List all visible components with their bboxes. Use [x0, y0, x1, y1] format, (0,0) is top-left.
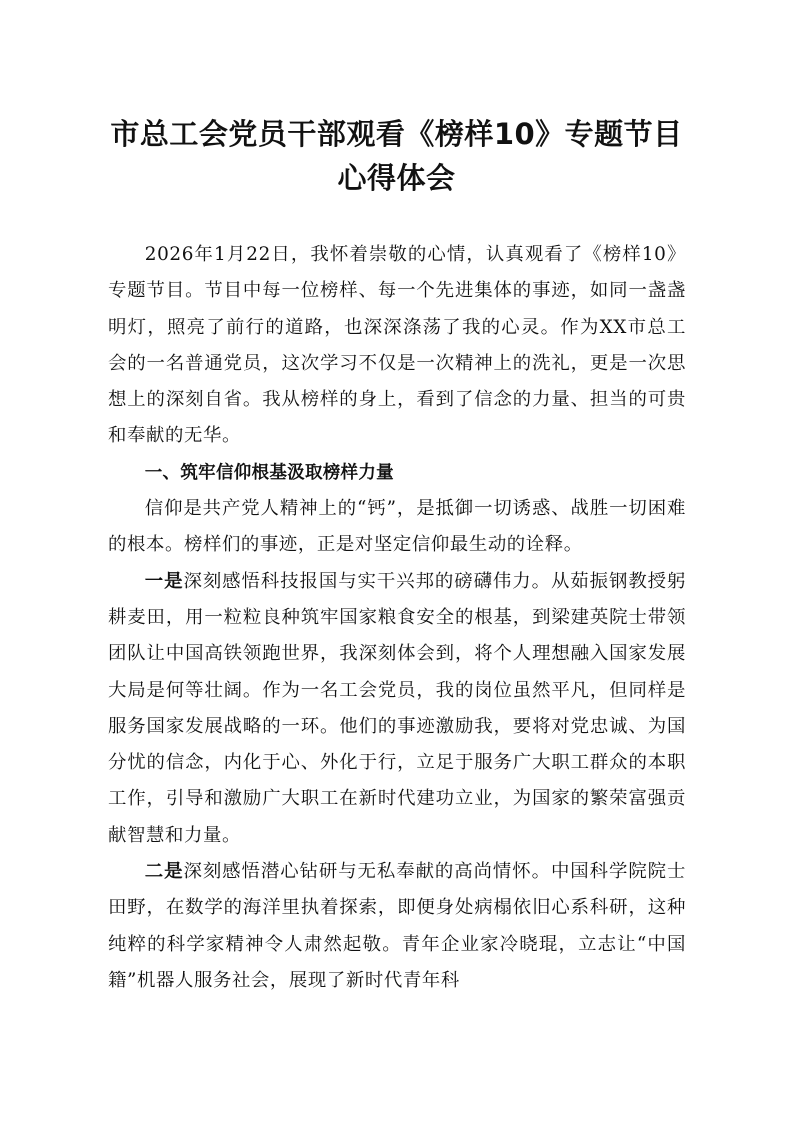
- point-one-text: 深刻感悟科技报国与实干兴邦的磅礴伟力。从茹振钢教授躬耕麦田，用一粒粒良种筑牢国家粮食安全的根基，到梁建英院士带领团队让中国高铁领跑世界，我深刻体会到，将个人理想融入国家发展大局是何等壮阔。作为一名工会党员，我的岗位虽然平凡，但同样是服务国家发展战略的一环。他们的事迹激励我，要将对党忠诚、为国分忧的信念，内化于心、外化于行，立足于服务广大职工群众的本职工作，引导和激励广大职工在新时代建功立业，为国家的繁荣富强贡献智慧和力量。: [108, 570, 686, 846]
- point-two-paragraph: [108, 854, 686, 999]
- point-one-lead: 一是: [144, 570, 184, 592]
- section-1-intro-paragraph: 信仰是共产党人精神上的“钙”，是抵御一切诱惑、战胜一切困难的根本。榜样们的事迹，正是对坚定信仰最生动的诠释。: [108, 498, 686, 556]
- section-heading-1: 一、筑牢信仰根基汲取榜样力量: [144, 462, 394, 483]
- point-two-text: 深刻感悟潜心钻研与无私奉献的高尚情怀。中国科学院院士田野，在数学的海洋里执着探索，即便身处病榻依旧心系科研，这种纯粹的科学家精神令人肃然起敬。青年企业家冷晓琨，立志让“中国籍”机器人服务社会，展现了新时代青年科: [108, 861, 686, 991]
- document-body: [108, 237, 686, 999]
- point-two-lead: 二是: [144, 861, 184, 883]
- point-one-paragraph: [108, 564, 686, 854]
- document-title: 市总工会党员干部观看《榜样10》专题节目心得体会: [110, 117, 683, 195]
- intro-paragraph: 2026年1月22日，我怀着崇敬的心情，认真观看了《榜样10》专题节目。节目中每一位榜样、每一个先进集体的事迹，如同一盏盏明灯，照亮了前行的道路，也深深涤荡了我的心灵。作为XX市总工会的一名普通党员，这次学习不仅是一次精神上的洗礼，更是一次思想上的深刻自省。我从榜样的身上，看到了信念的力量、担当的可贵和奉献的无华。: [108, 244, 686, 447]
